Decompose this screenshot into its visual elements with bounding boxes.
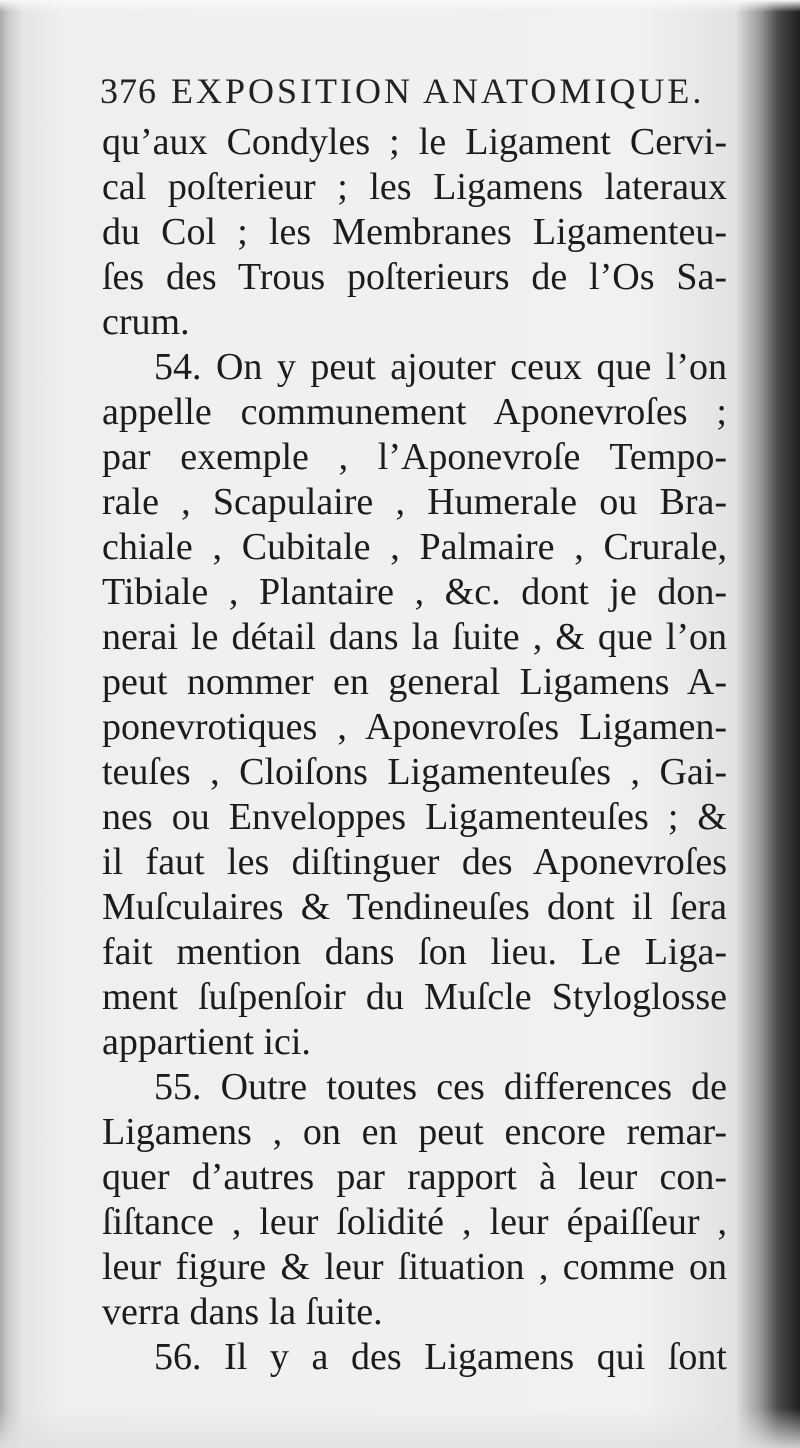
text-line: par exemple , l’Aponevroſe Tempo- (102, 436, 727, 478)
page-number: 376 (100, 71, 157, 111)
text-line: nes ou Enveloppes Ligamenteuſes ; & (102, 796, 727, 838)
paragraph-56-start: 56. Il y a des Ligamens qui ſont (154, 1336, 727, 1378)
text-line: appelle communement Aponevroſes ; (102, 391, 727, 433)
text-line: il faut les diſtinguer des Aponevroſes (102, 841, 727, 883)
text-line: nerai le détail dans la ſuite , & que l’on (102, 616, 727, 658)
text-line: fait mention dans ſon lieu. Le Liga- (102, 931, 727, 973)
text-line: appartient ici. (102, 1021, 311, 1063)
text-line: chiale , Cubitale , Palmaire , Crurale, (102, 526, 727, 568)
text-line: rale , Scapulaire , Humerale ou Bra- (102, 481, 727, 523)
text-line: cal poſterieur ; les Ligamens lateraux (102, 166, 727, 208)
text-line: qu’aux Condyles ; le Ligament Cervi- (102, 121, 727, 163)
text-line: Ligamens , on en peut encore remar- (102, 1111, 727, 1153)
text-line: ſes des Trous poſterieurs de l’Os Sa- (102, 256, 727, 298)
paragraph-54-start: 54. On y peut ajouter ceux que l’on (154, 346, 727, 388)
text-line: ponevrotiques , Aponevroſes Ligamen- (102, 706, 727, 748)
text-line: ment ſuſpenſoir du Muſcle Styloglosse (102, 976, 727, 1018)
text-line: crum. (102, 301, 190, 343)
text-line: leur figure & leur ſituation , comme on (102, 1246, 727, 1288)
running-header (100, 66, 720, 116)
paragraph-55-start: 55. Outre toutes ces differences de (154, 1066, 727, 1108)
text-line: teuſes , Cloiſons Ligamenteuſes , Gai- (102, 751, 727, 793)
text-line: quer d’autres par rapport à leur con- (102, 1156, 727, 1198)
text-line: Tibiale , Plantaire , &c. dont je don- (102, 571, 727, 613)
body-text (102, 120, 727, 1380)
text-line: peut nommer en general Ligamens A- (102, 661, 727, 703)
text-line: du Col ; les Membranes Ligamenteu- (102, 211, 727, 253)
text-line: ſiſtance , leur ſolidité , leur épaiſſeur , (102, 1201, 727, 1243)
text-line: verra dans la ſuite. (102, 1291, 383, 1333)
text-line: Muſculaires & Tendineuſes dont il ſera (102, 886, 727, 928)
running-title: EXPOSITION ANATOMIQUE. (171, 71, 705, 111)
